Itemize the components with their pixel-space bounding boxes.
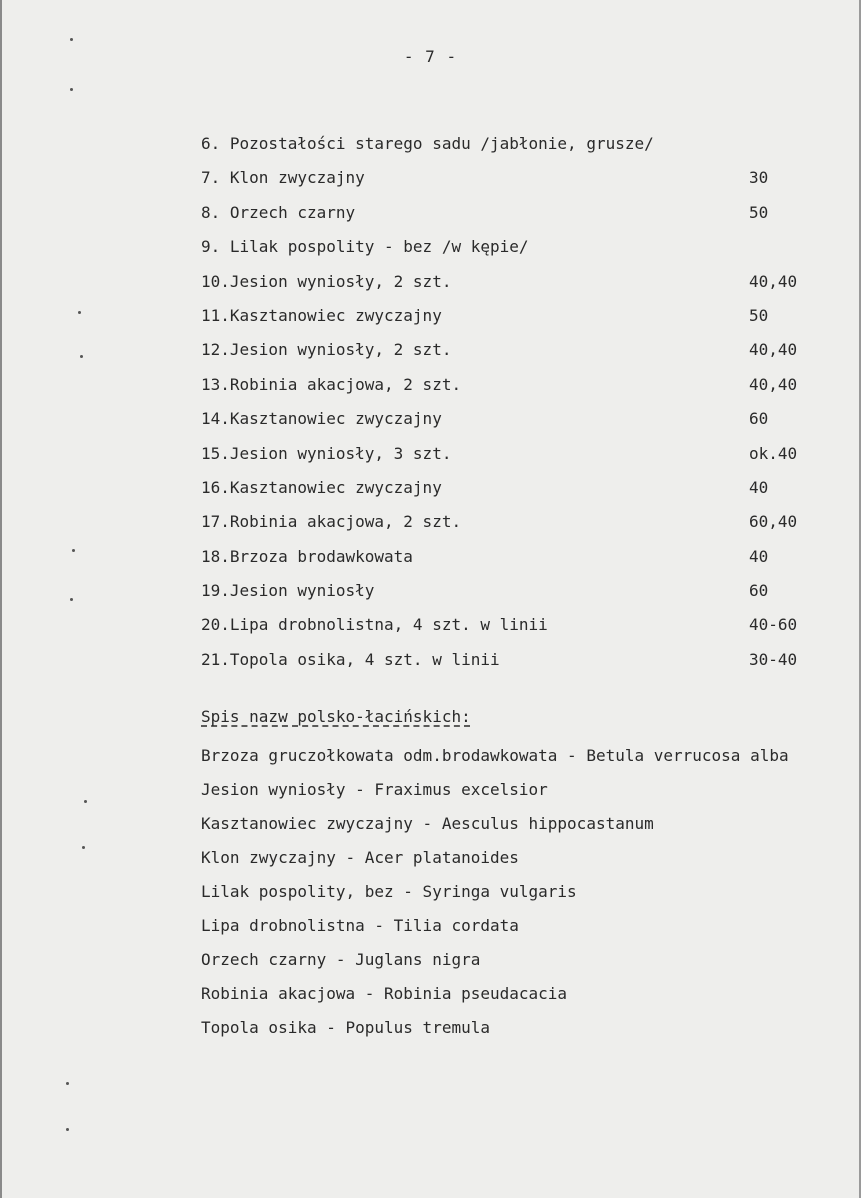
- tree-diameter: 40: [749, 477, 769, 497]
- tree-row: [201, 271, 801, 305]
- glossary-item: Orzech czarny - Juglans nigra: [201, 950, 481, 969]
- tree-row: [201, 580, 801, 614]
- tree-row: [201, 167, 801, 201]
- tree-row: [201, 511, 801, 545]
- tree-name: 20.Lipa drobnolistna, 4 szt. w linii: [201, 615, 548, 635]
- tree-name: 16.Kasztanowiec zwyczajny: [201, 477, 442, 497]
- tree-row: [201, 374, 801, 408]
- glossary-item: Klon zwyczajny - Acer platanoides: [201, 848, 519, 867]
- scan-speck: [80, 355, 83, 358]
- page-number: - 7 -: [403, 47, 458, 66]
- tree-name: 19.Jesion wyniosły: [201, 581, 375, 601]
- tree-diameter: ok.40: [749, 443, 798, 463]
- glossary-item: Brzoza gruczołkowata odm.brodawkowata - Betula verrucosa alba: [201, 746, 789, 765]
- tree-row: [201, 339, 801, 373]
- scan-speck: [66, 1082, 69, 1085]
- tree-name: 8. Orzech czarny: [201, 202, 356, 222]
- tree-diameter: 40,40: [749, 340, 798, 360]
- tree-row: [201, 649, 801, 683]
- tree-name: 6. Pozostałości starego sadu /jabłonie, grusze/: [201, 134, 654, 153]
- tree-diameter: 40: [749, 546, 769, 566]
- tree-name: 11.Kasztanowiec zwyczajny: [201, 305, 442, 325]
- tree-row: [201, 614, 801, 648]
- scan-speck: [70, 38, 73, 41]
- tree-diameter: 50: [749, 202, 769, 222]
- tree-diameter: 60: [749, 581, 769, 601]
- tree-name: 15.Jesion wyniosły, 3 szt.: [201, 443, 452, 463]
- tree-name: 17.Robinia akacjowa, 2 szt.: [201, 512, 462, 532]
- tree-diameter: 50: [749, 305, 769, 325]
- scan-speck: [66, 1128, 69, 1131]
- glossary-item: Lilak pospolity, bez - Syringa vulgaris: [201, 882, 577, 901]
- tree-diameter: 40,40: [749, 271, 798, 291]
- tree-diameter: 60: [749, 409, 769, 429]
- tree-row: [201, 202, 801, 236]
- scan-speck: [72, 549, 75, 552]
- tree-row: [201, 408, 801, 442]
- scan-speck: [82, 846, 85, 849]
- glossary-list: [201, 745, 861, 1051]
- tree-row: [201, 443, 801, 477]
- tree-name: 14.Kasztanowiec zwyczajny: [201, 409, 442, 429]
- tree-name: 12.Jesion wyniosły, 2 szt.: [201, 340, 452, 360]
- tree-row: [201, 477, 801, 511]
- tree-diameter: 30: [749, 168, 769, 188]
- tree-row: [201, 546, 801, 580]
- tree-diameter: 30-40: [749, 649, 798, 669]
- tree-name: 18.Brzoza brodawkowata: [201, 546, 413, 566]
- tree-row: [201, 236, 801, 270]
- tree-inventory-list: [201, 133, 801, 683]
- tree-diameter: 40-60: [749, 615, 798, 635]
- tree-name: 21.Topola osika, 4 szt. w linii: [201, 649, 500, 669]
- scan-speck: [70, 88, 73, 91]
- glossary-item: Topola osika - Populus tremula: [201, 1018, 490, 1037]
- tree-row: [201, 305, 801, 339]
- tree-row: [201, 133, 801, 167]
- scan-speck: [78, 311, 81, 314]
- tree-name: 9. Lilak pospolity - bez /w kępie/: [201, 237, 529, 257]
- tree-name: 10.Jesion wyniosły, 2 szt.: [201, 271, 452, 291]
- scan-speck: [70, 598, 73, 601]
- glossary-item: Kasztanowiec zwyczajny - Aesculus hippocastanum: [201, 814, 654, 833]
- scan-speck: [84, 800, 87, 803]
- tree-name: 13.Robinia akacjowa, 2 szt.: [201, 374, 462, 394]
- glossary-heading: Spis nazw polsko-łacińskich:: [201, 707, 471, 726]
- tree-diameter: 40,40: [749, 374, 798, 394]
- page-left-edge: [0, 0, 2, 1198]
- glossary-item: Jesion wyniosły - Fraximus excelsior: [201, 780, 548, 799]
- glossary-item: Lipa drobnolistna - Tilia cordata: [201, 916, 519, 935]
- tree-name: 7. Klon zwyczajny: [201, 168, 365, 188]
- tree-diameter: 60,40: [749, 512, 798, 532]
- glossary-item: Robinia akacjowa - Robinia pseudacacia: [201, 984, 568, 1003]
